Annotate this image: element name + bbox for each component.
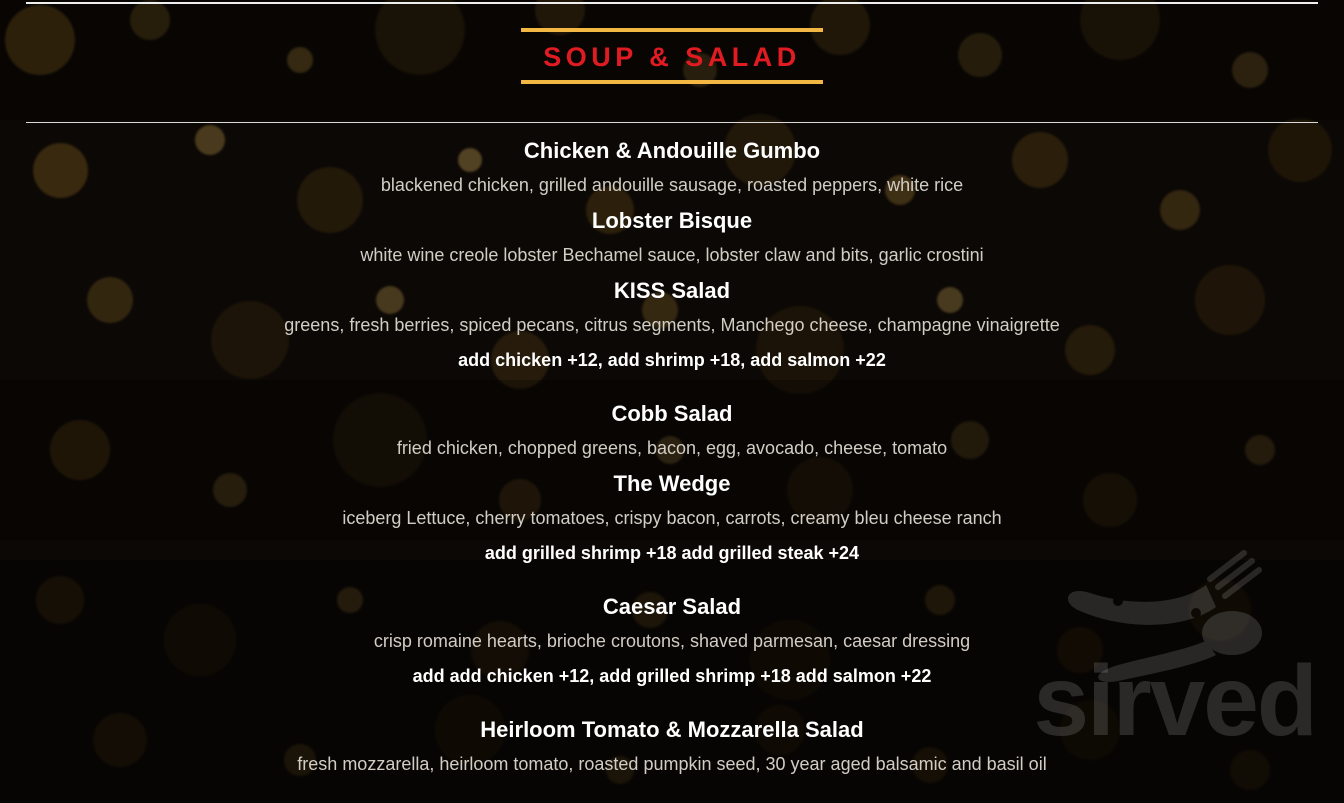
menu-item-addons: add grilled shrimp +18 add grilled steak +24	[484, 543, 860, 563]
menu-item	[0, 203, 1344, 273]
menu-item-description: iceberg Lettuce, cherry tomatoes, crispy bacon, carrots, creamy bleu cheese ranch	[342, 508, 1002, 528]
menu-item-name: The Wedge	[613, 471, 731, 496]
menu-item-name: Caesar Salad	[602, 594, 742, 619]
menu-item-name: KISS Salad	[613, 278, 731, 303]
menu-item	[0, 589, 1344, 694]
menu-item	[0, 133, 1344, 203]
menu-item-name: Chicken & Andouille Gumbo	[523, 138, 821, 163]
menu-item-name: Cobb Salad	[611, 401, 733, 426]
top-divider	[26, 2, 1318, 4]
page-title: SOUP & SALAD	[543, 42, 801, 72]
menu-item-addons: add add chicken +12, add grilled shrimp +18 add salmon +22	[412, 666, 932, 686]
menu-item-description: fresh mozzarella, heirloom tomato, roasted pumpkin seed, 30 year aged balsamic and basil oil	[297, 754, 1047, 774]
section-header-frame	[521, 28, 823, 84]
menu-item	[0, 273, 1344, 378]
menu-item-description: greens, fresh berries, spiced pecans, citrus segments, Manchego cheese, champagne vinaigrette	[284, 315, 1060, 335]
menu-item-name: Heirloom Tomato & Mozzarella Salad	[480, 717, 864, 742]
menu-item	[0, 396, 1344, 466]
menu-item	[0, 466, 1344, 571]
header-divider	[26, 122, 1318, 123]
menu-spacer	[0, 694, 1344, 712]
menu-list	[0, 133, 1344, 782]
menu-item-description: blackened chicken, grilled andouille sausage, roasted peppers, white rice	[380, 175, 964, 195]
menu-item-description: fried chicken, chopped greens, bacon, egg, avocado, cheese, tomato	[396, 438, 948, 458]
menu-spacer	[0, 571, 1344, 589]
menu-item-name: Lobster Bisque	[591, 208, 753, 233]
menu-spacer	[0, 378, 1344, 396]
menu-item-description: white wine creole lobster Bechamel sauce, lobster claw and bits, garlic crostini	[360, 245, 984, 265]
menu-item-addons: add chicken +12, add shrimp +18, add salmon +22	[458, 350, 886, 370]
watermark-text: sirved	[1033, 645, 1316, 757]
section-header	[0, 28, 1344, 84]
menu-item	[0, 712, 1344, 782]
menu-item-description: crisp romaine hearts, brioche croutons, shaved parmesan, caesar dressing	[373, 631, 971, 651]
